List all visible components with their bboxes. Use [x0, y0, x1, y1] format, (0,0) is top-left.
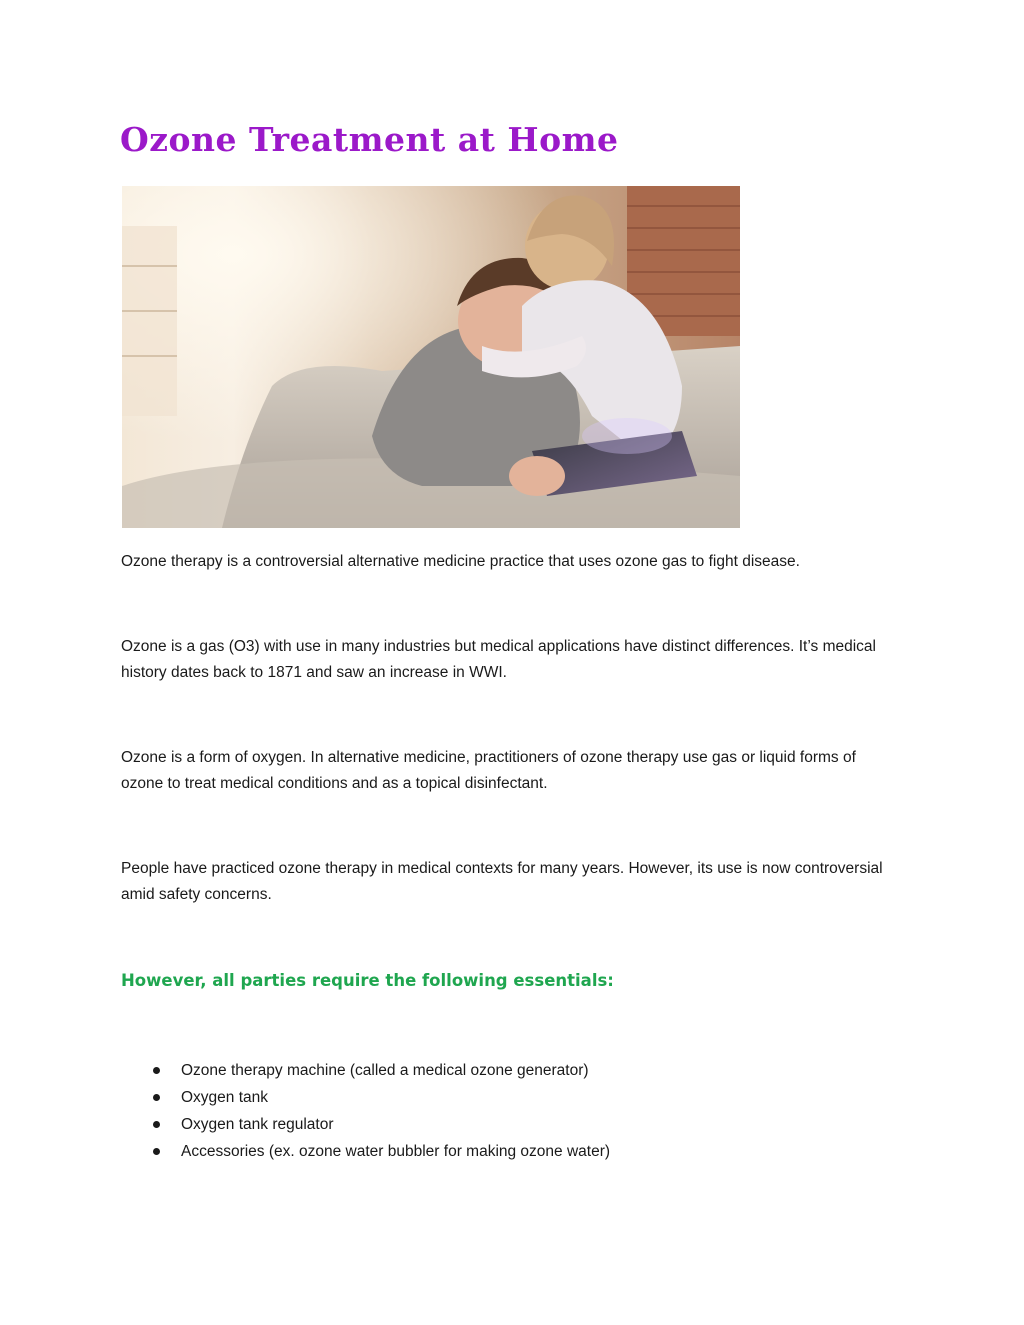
list-item-text: Oxygen tank regulator	[181, 1116, 334, 1133]
page-title: Ozone Treatment at Home	[120, 120, 619, 159]
list-item-text: Ozone therapy machine (called a medical ozone generator)	[181, 1062, 589, 1079]
paragraph-controversy: People have practiced ozone therapy in medical contexts for many years. However, its use is now controversial amid safety concerns.	[121, 860, 883, 903]
bullet-icon	[153, 1148, 160, 1155]
paragraph-intro: Ozone therapy is a controversial alternative medicine practice that uses ozone gas to fight disease.	[121, 553, 800, 570]
list-item	[121, 1057, 821, 1084]
bullet-icon	[153, 1121, 160, 1128]
bullet-icon	[153, 1067, 160, 1074]
photo-illustration	[122, 186, 740, 528]
hero-photo	[122, 186, 740, 528]
list-item	[121, 1138, 821, 1165]
list-item-text: Accessories (ex. ozone water bubbler for making ozone water)	[181, 1143, 611, 1160]
bullet-icon	[153, 1094, 160, 1101]
paragraph-history: Ozone is a gas (O3) with use in many industries but medical applications have distinct differences. It’s medical history dates back to 1871 and saw an increase in WWI.	[121, 638, 876, 681]
list-item	[121, 1084, 821, 1111]
list-item-text: Oxygen tank	[181, 1089, 269, 1106]
essentials-list	[121, 1057, 821, 1165]
list-item	[121, 1111, 821, 1138]
essentials-heading: However, all parties require the following essentials:	[121, 971, 614, 990]
paragraph-oxygen: Ozone is a form of oxygen. In alternative medicine, practitioners of ozone therapy use gas or liquid forms of ozone to treat medical conditions and as a topical disinfectant.	[121, 749, 856, 792]
